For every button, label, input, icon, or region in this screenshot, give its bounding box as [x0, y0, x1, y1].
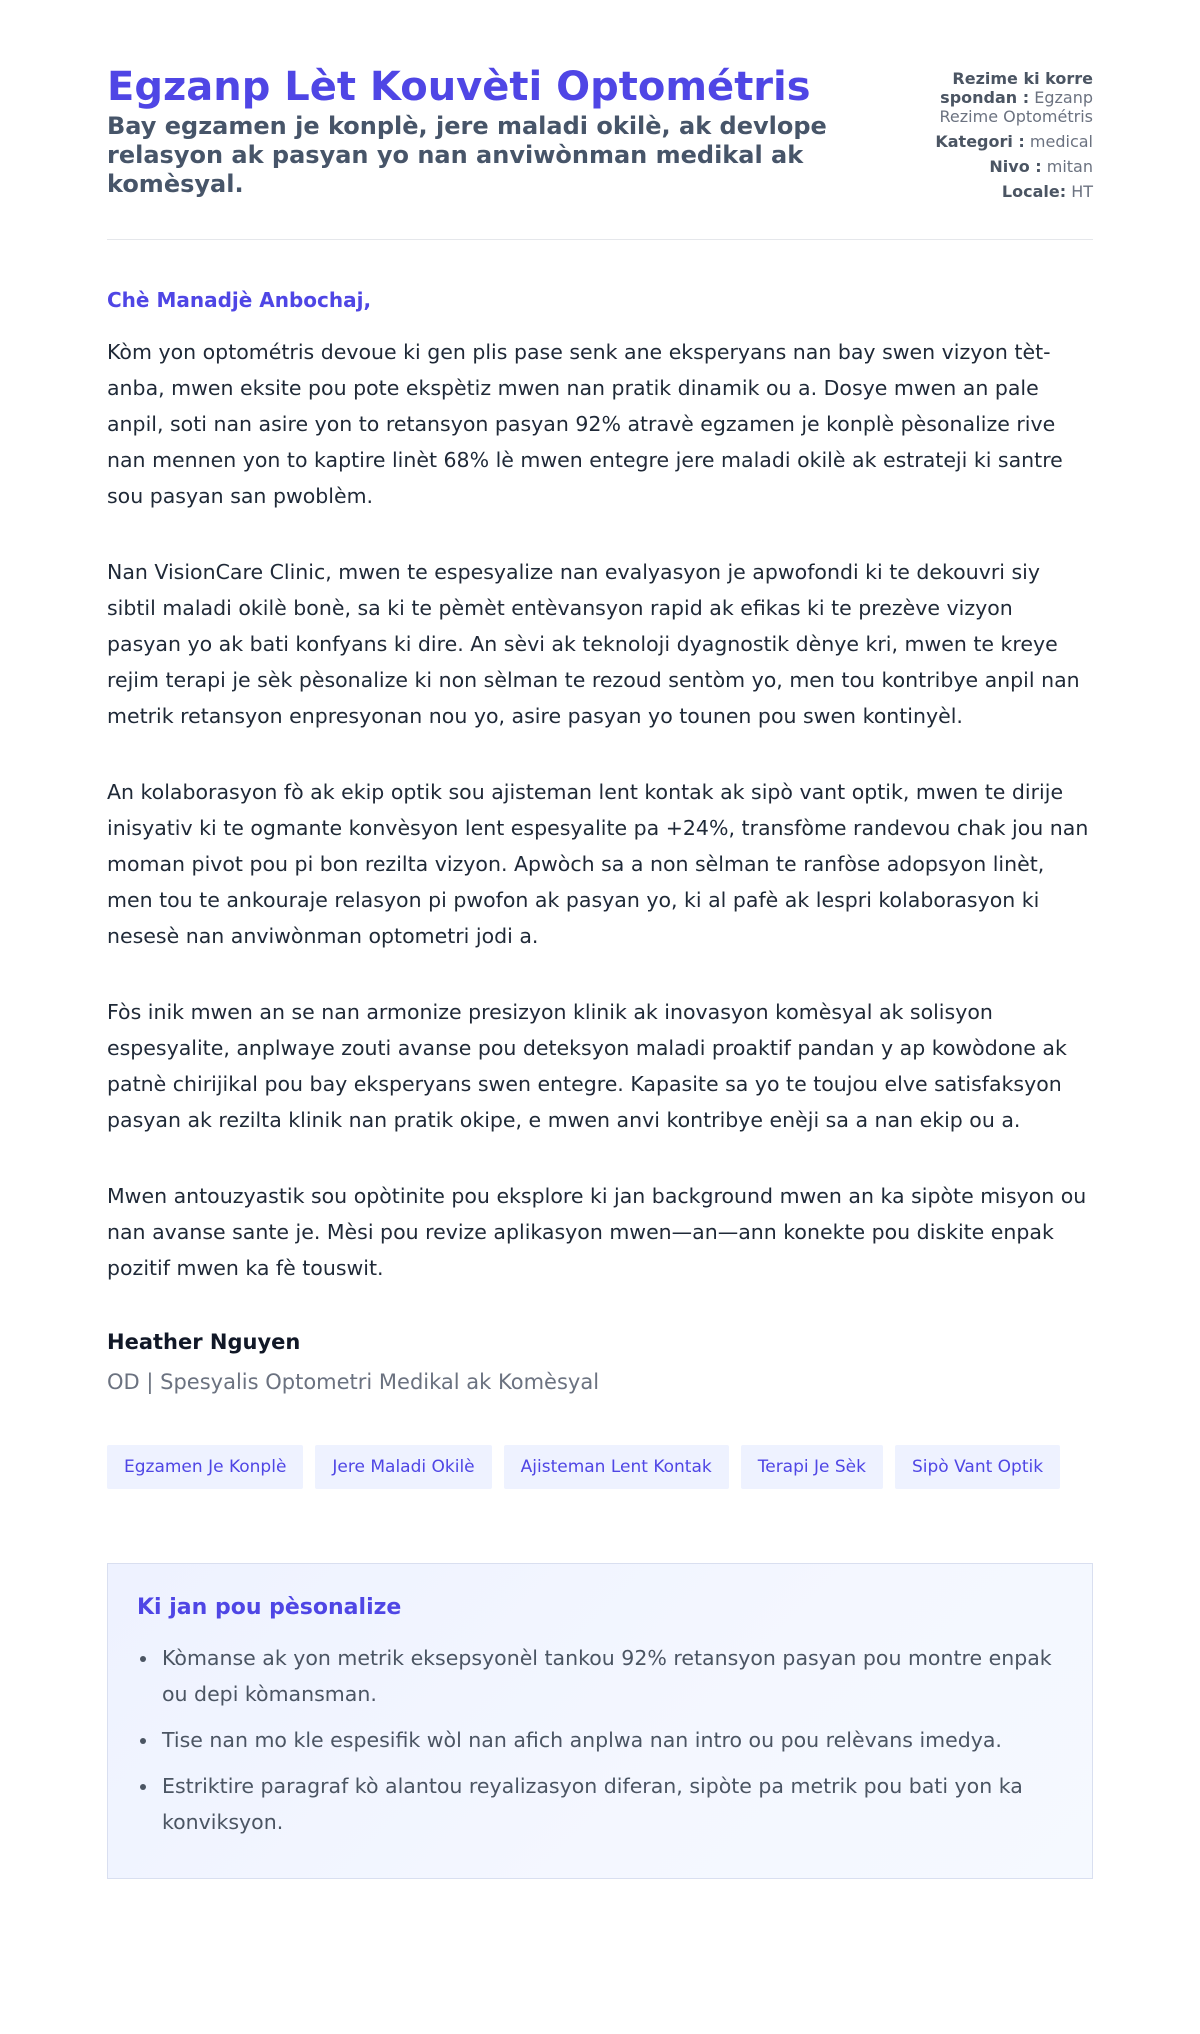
- page-title: Egzanp Lèt Kouvèti Optométris: [107, 64, 811, 110]
- signature-name: Heather Nguyen: [107, 1330, 301, 1354]
- tips-item: Kòmanse ak yon metrik eksepsyonèl tankou 92% retansyon pasyan pou montre enpak ou depi kòmansman.: [162, 1640, 1062, 1712]
- signature-title: OD | Spesyalis Optometri Medikal ak Komèsyal: [107, 1370, 600, 1394]
- letter-paragraph-1: Kòm yon optométris devoue ki gen plis pase senk ane eksperyans nan bay swen vizyon tèt-anba, mwen eksite pou pote ekspètiz mwen nan pratik dinamik ou a. Dosye mwen an pale anpil, soti nan asire yon to retansyon pasyan 92% atravè egzamen je konplè pèsonalize rive nan mennen yon to kaptire linèt 68% lè mwen entegre jere maladi okilè ak estrateji ki santre sou pasyan san pwoblèm.: [107, 340, 1063, 508]
- tips-item: Estriktire paragraf kò alantou reyalizasyon diferan, sipòte pa metrik pou bati yon ka konviksyon.: [162, 1768, 1062, 1840]
- header-divider: [107, 239, 1093, 240]
- skill-tag[interactable]: Terapi Je Sèk: [741, 1445, 883, 1489]
- meta-panel: [903, 64, 1093, 207]
- meta-summary-value[interactable]: Egzanp Rezime Optométris: [939, 88, 1093, 126]
- letter-paragraph-3: An kolaborasyon fò ak ekip optik sou ajisteman lent kontak ak sipò vant optik, mwen te dirije inisyativ ki te ogmante konvèsyon lent espesyalite pa +24%, transfòme randevou chak jou nan moman pivot pou pi bon rezilta vizyon. Apwòch sa a non sèlman te ranfòse adopsyon linèt, men tou te ankouraje relasyon pi pwofon ak pasyan yo, ki al pafè ak lespri kolaborasyon ki nesesè nan anviwònman optometri jodi a.: [107, 780, 1089, 948]
- tips-title: Ki jan pou pèsonalize: [137, 1595, 402, 1620]
- meta-locale-value: HT: [1071, 182, 1093, 201]
- skill-tag[interactable]: Ajisteman Lent Kontak: [504, 1445, 729, 1489]
- skill-tag[interactable]: Jere Maladi Okilè: [315, 1445, 491, 1489]
- meta-category-label: Kategori :: [935, 132, 1025, 151]
- meta-locale-label: Locale:: [1001, 182, 1067, 201]
- salutation: Chè Manadjè Anbochaj,: [107, 288, 372, 312]
- title-block: [107, 64, 847, 199]
- letter-paragraph-5: Mwen antouzyastik sou opòtinite pou eksplore ki jan background mwen an ka sipòte misyon ou nan avanse sante je. Mèsi pou revize aplikasyon mwen—an—ann konekte pou diskite enpak pozitif mwen ka fè touswit.: [107, 1184, 1087, 1280]
- letter-body: [107, 334, 1093, 1286]
- signature-block: [107, 1328, 1093, 1396]
- meta-locale: [903, 182, 1093, 201]
- header: [107, 0, 1093, 207]
- tips-list: [137, 1640, 1062, 1840]
- meta-summary-label: Rezime ki korre spondan :: [940, 69, 1093, 107]
- tips-item: Tise nan mo kle espesifik wòl nan afich anplwa nan intro ou pou relèvans imedya.: [162, 1722, 1062, 1758]
- meta-summary: [903, 69, 1093, 126]
- meta-level-label: Nivo :: [989, 157, 1042, 176]
- meta-level-value: mitan: [1046, 157, 1093, 176]
- page-subtitle: Bay egzamen je konplè, jere maladi okilè, ak devlope relasyon ak pasyan yo nan anviwònman medikal ak komèsyal.: [107, 112, 827, 198]
- letter-paragraph-2: Nan VisionCare Clinic, mwen te espesyalize nan evalyasyon je apwofondi ki te dekouvri siy sibtil maladi okilè bonè, sa ki te pèmèt entèvansyon rapid ak efikas ki te prezève vizyon pasyan yo ak bati konfyans ki dire. An sèvi ak teknoloji dyagnostik dènye kri, mwen te kreye rejim terapi je sèk pèsonalize ki non sèlman te rezoud sentòm yo, men tou kontribye anpil nan metrik retansyon enpresyonan nou yo, asire pasyan yo tounen pou swen kontinyèl.: [107, 560, 1080, 728]
- skill-tag[interactable]: Egzamen Je Konplè: [107, 1445, 303, 1489]
- meta-category: [903, 132, 1093, 151]
- skill-tags: [107, 1445, 1093, 1489]
- meta-category-value: medical: [1029, 132, 1093, 151]
- meta-level: [903, 157, 1093, 176]
- letter-paragraph-4: Fòs inik mwen an se nan armonize presizyon klinik ak inovasyon komèsyal ak solisyon espesyalite, anplwaye zouti avanse pou deteksyon maladi proaktif pandan y ap kowòdone ak patnè chirijikal pou bay eksperyans swen entegre. Kapasite sa yo te toujou elve satisfaksyon pasyan ak rezilta klinik nan pratik okipe, e mwen anvi kontribye enèji sa a nan ekip ou a.: [107, 1000, 1067, 1132]
- skill-tag[interactable]: Sipò Vant Optik: [895, 1445, 1060, 1489]
- customization-tips-box: [107, 1563, 1093, 1879]
